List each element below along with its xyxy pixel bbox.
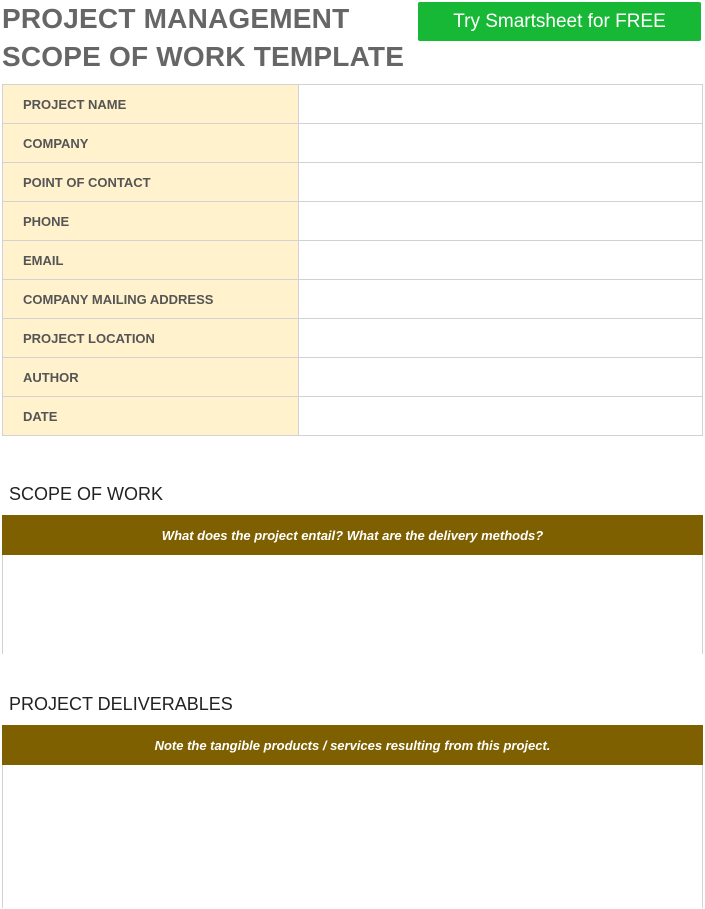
info-row-phone	[3, 202, 703, 241]
info-row-point-of-contact	[3, 163, 703, 202]
info-label: EMAIL	[3, 241, 299, 280]
point-of-contact-field[interactable]	[299, 163, 703, 202]
info-label: DATE	[3, 397, 299, 436]
page-title-line-1: PROJECT MANAGEMENT	[2, 3, 350, 34]
info-label: PROJECT NAME	[3, 85, 299, 124]
project-location-field[interactable]	[299, 319, 703, 358]
info-row-date	[3, 397, 703, 436]
page-title	[2, 0, 404, 76]
project-deliverables-prompt: Note the tangible products / services resulting from this project.	[2, 725, 703, 765]
phone-field[interactable]	[299, 202, 703, 241]
info-label: POINT OF CONTACT	[3, 163, 299, 202]
scope-of-work-heading: SCOPE OF WORK	[9, 484, 164, 504]
try-smartsheet-button[interactable]: Try Smartsheet for FREE	[418, 2, 701, 41]
info-row-company-mailing-address	[3, 280, 703, 319]
info-label: AUTHOR	[3, 358, 299, 397]
info-label: COMPANY MAILING ADDRESS	[3, 280, 299, 319]
company-mailing-address-field[interactable]	[299, 280, 703, 319]
project-deliverables-heading: PROJECT DELIVERABLES	[9, 694, 233, 714]
project-deliverables-content-area[interactable]	[3, 765, 702, 908]
info-label: PROJECT LOCATION	[3, 319, 299, 358]
info-label: COMPANY	[3, 124, 299, 163]
scope-of-work-content-area[interactable]	[3, 555, 702, 654]
project-info-table	[2, 84, 703, 436]
project-name-field[interactable]	[299, 85, 703, 124]
info-row-project-name	[3, 85, 703, 124]
page-title-line-2: SCOPE OF WORK TEMPLATE	[2, 41, 405, 72]
scope-of-work-prompt: What does the project entail? What are the delivery methods?	[2, 515, 703, 555]
info-row-email	[3, 241, 703, 280]
project-deliverables-section	[2, 725, 703, 908]
scope-of-work-section	[2, 515, 703, 654]
info-row-author	[3, 358, 703, 397]
company-field[interactable]	[299, 124, 703, 163]
author-field[interactable]	[299, 358, 703, 397]
info-label: PHONE	[3, 202, 299, 241]
info-row-project-location	[3, 319, 703, 358]
info-row-company	[3, 124, 703, 163]
email-field[interactable]	[299, 241, 703, 280]
date-field[interactable]	[299, 397, 703, 436]
